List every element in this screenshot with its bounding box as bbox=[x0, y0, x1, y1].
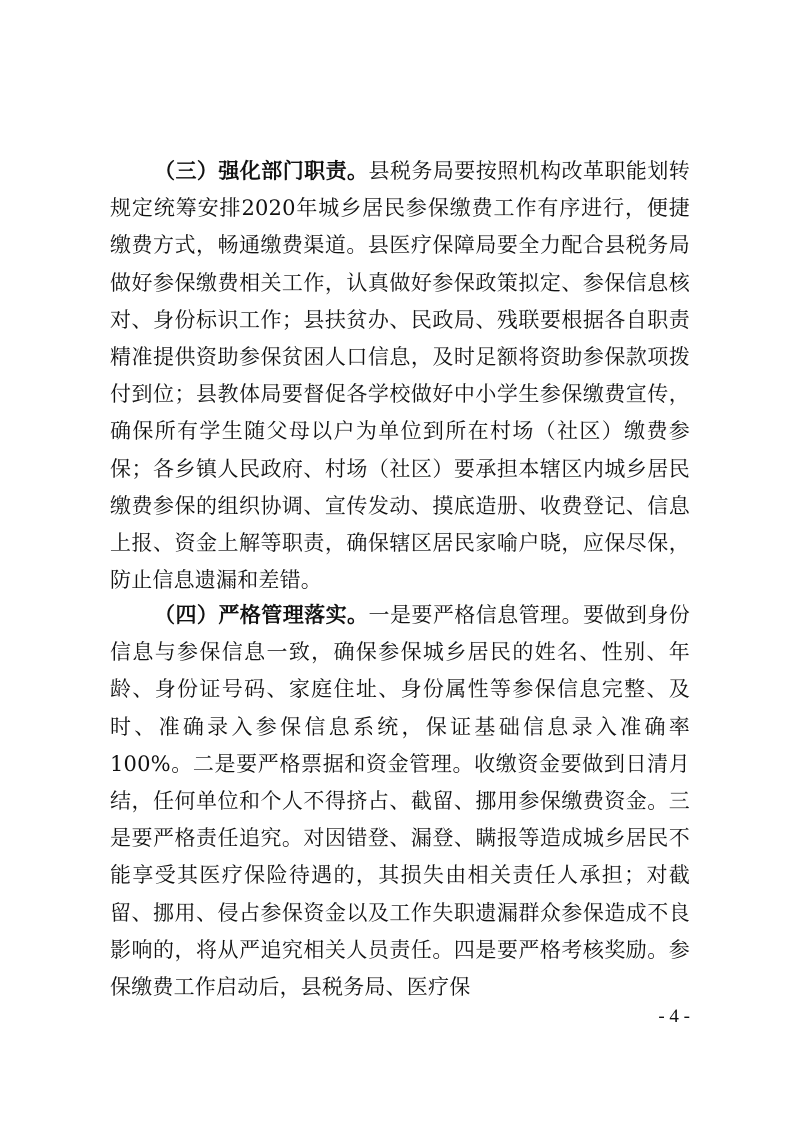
page-number: - 4 - bbox=[658, 1006, 690, 1027]
section-strengthen-responsibilities bbox=[110, 153, 690, 599]
paragraph-body: 县税务局要按照机构改革职能划转规定统筹安排2020年城乡居民参保缴费工作有序进行，便捷缴费方式，畅通缴费渠道。县医疗保障局要全力配合县税务局做好参保缴费相关工作，认真做好参保政策拟定、参保信息核对、身份标识工作；县扶贫办、民政局、残联要根据各自职责精准提供资助参保贫困人口信息，及时足额将资助参保款项拨付到位；县教体局要督促各学校做好中小学生参保缴费宣传，确保所有学生随父母以户为单位到所在村场（社区）缴费参保；各乡镇人民政府、村场（社区）要承担本辖区内城乡居民缴费参保的组织协调、宣传发动、摸底造册、收费登记、信息上报、资金上解等职责，确保辖区居民家喻户晓，应保尽保，防止信息遗漏和差错。 bbox=[110, 159, 690, 593]
paragraph-heading: （三）强化部门职责。 bbox=[154, 159, 369, 183]
paragraph-heading: （四）严格管理落实。 bbox=[154, 603, 369, 627]
section-strict-management bbox=[110, 597, 690, 1006]
paragraph bbox=[110, 153, 690, 599]
paragraph-body: 一是要严格信息管理。要做到身份信息与参保信息一致，确保参保城乡居民的姓名、性别、年龄、身份证号码、家庭住址、身份属性等参保信息完整、及时、准确录入参保信息系统，保证基础信息录入准确率100%。二是要严格票据和资金管理。收缴资金要做到日清月结，任何单位和个人不得挤占、截留、挪用参保缴费资金。三是要严格责任追究。对因错登、漏登、瞒报等造成城乡居民不能享受其医疗保险待遇的，其损失由相关责任人承担；对截留、挪用、侵占参保资金以及工作失职遗漏群众参保造成不良影响的，将从严追究相关人员责任。四是要严格考核奖励。参保缴费工作启动后，县税务局、医疗保 bbox=[110, 603, 690, 1000]
paragraph bbox=[110, 597, 690, 1006]
